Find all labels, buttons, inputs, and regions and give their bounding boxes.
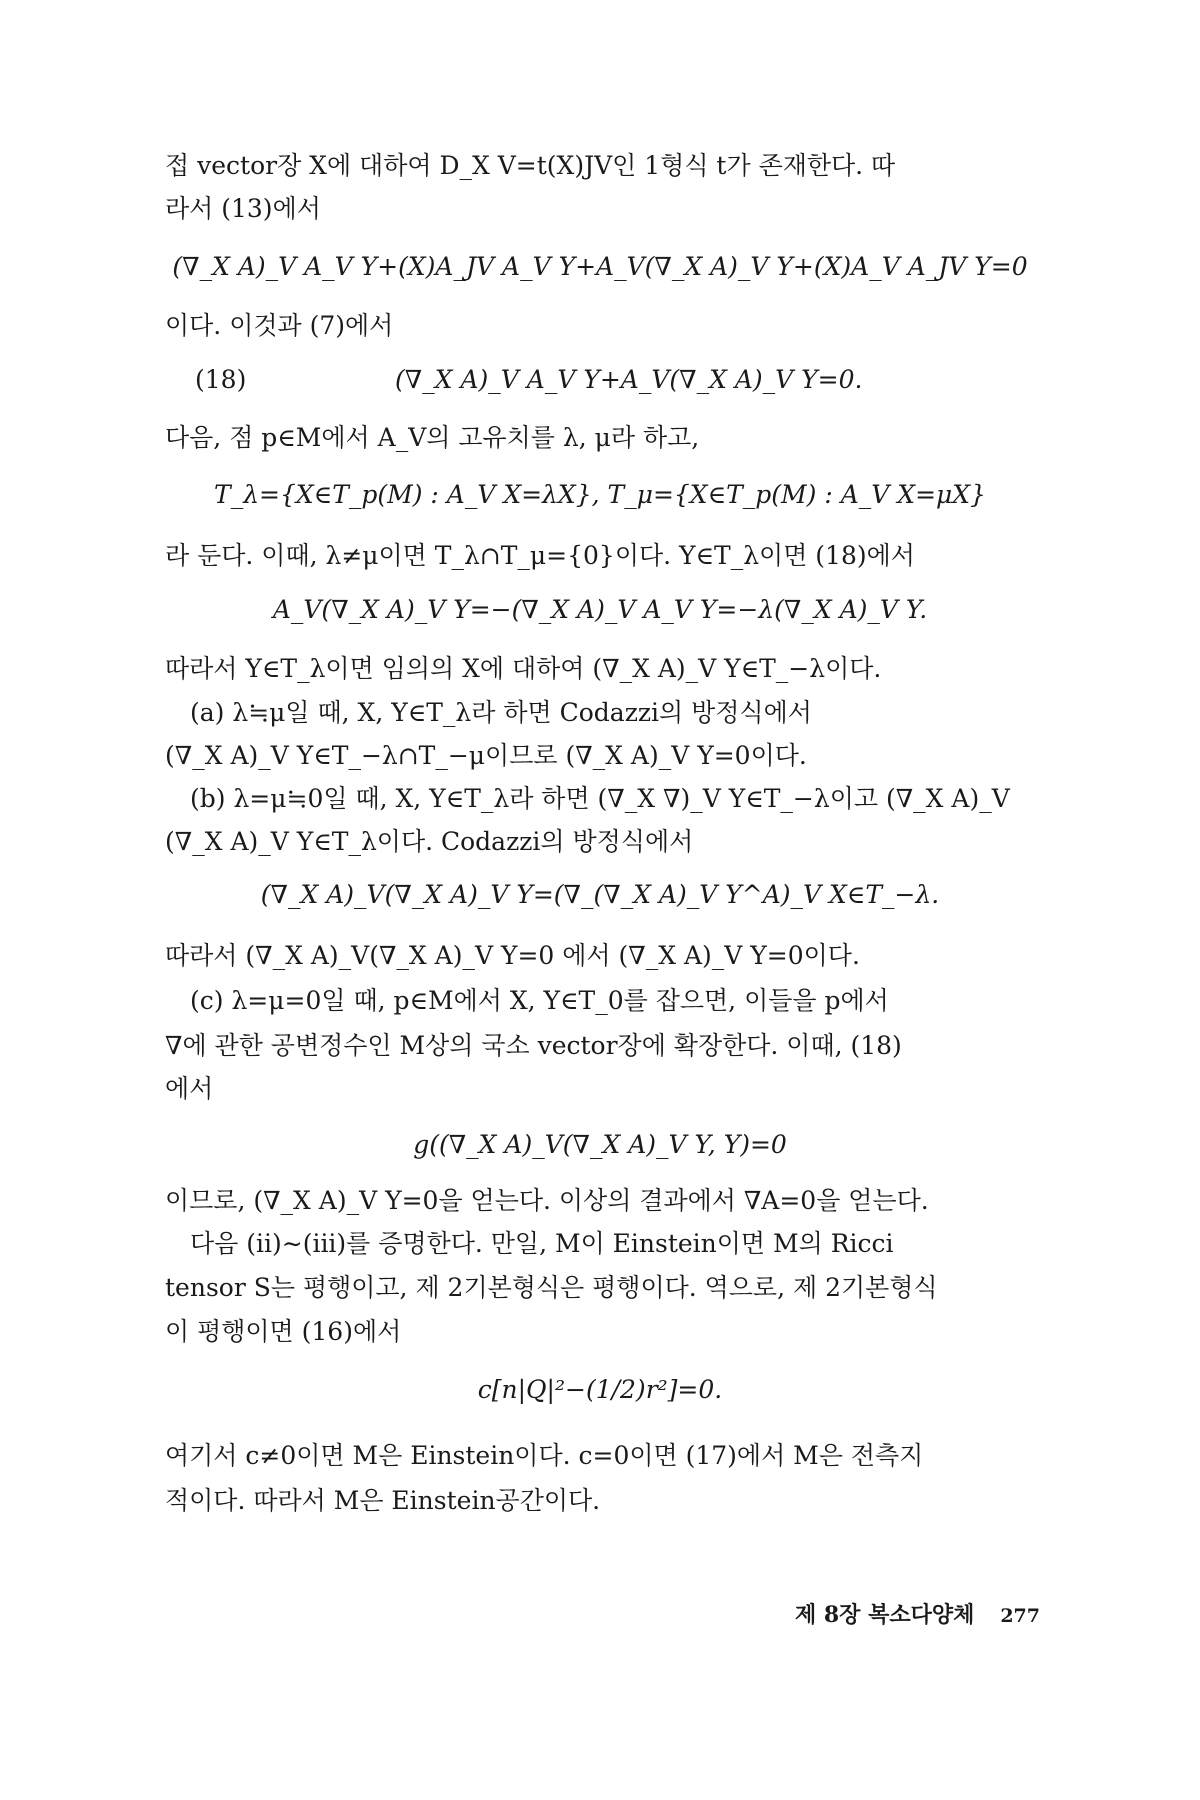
equation: (∇_X A)_V A_V Y+A_V(∇_X A)_V Y=0. — [395, 365, 863, 394]
text-line: 이므로, (∇_X A)_V Y=0을 얻는다. 이상의 결과에서 ∇A=0을 얻는다. — [165, 1186, 929, 1215]
text-line: 다음, 점 p∈M에서 A_V의 고유치를 λ, μ라 하고, — [165, 423, 700, 452]
text-line: (b) λ=μ≒0일 때, X, Y∈T_λ라 하면 (∇_X ∇)_V Y∈T_−λ이고 (∇_X A)_V — [190, 784, 1010, 813]
text-line: (c) λ=μ=0일 때, p∈M에서 X, Y∈T_0를 잡으면, 이들을 p에서 — [190, 986, 889, 1015]
text-line: 이 평행이면 (16)에서 — [165, 1317, 402, 1346]
equation: c[n|Q|²−(1/2)r²]=0. — [477, 1375, 723, 1404]
text-line: 다음 (ii)∼(iii)를 증명한다. 만일, M이 Einstein이면 M의 Ricci — [190, 1229, 894, 1258]
text-line: 접 vector장 X에 대하여 D_X V=t(X)JV인 1형식 t가 존재한다. 따 — [165, 151, 896, 180]
equation: (∇_X A)_V A_V Y+(X)A_JV A_V Y+A_V(∇_X A)_V Y+(X)A_V A_JV Y=0 — [172, 252, 1028, 281]
text-line: 여기서 c≠0이면 M은 Einstein이다. c=0이면 (17)에서 M은 전측지 — [165, 1441, 924, 1470]
text-line: (∇_X A)_V Y∈T_λ이다. Codazzi의 방정식에서 — [165, 827, 694, 856]
page-number: 277 — [1000, 1605, 1040, 1627]
text-line: 라 둔다. 이때, λ≠μ이면 T_λ∩T_μ={0}이다. Y∈T_λ이면 (18)에서 — [165, 541, 915, 570]
text-line: 에서 — [165, 1074, 214, 1103]
equation: T_λ={X∈T_p(M) : A_V X=λX}, T_μ={X∈T_p(M) : A_V X=μX} — [214, 480, 986, 509]
equation: (∇_X A)_V(∇_X A)_V Y=(∇_(∇_X A)_V Y^A)_V X∈T_−λ. — [260, 880, 940, 909]
text-line: 따라서 (∇_X A)_V(∇_X A)_V Y=0 에서 (∇_X A)_V Y=0이다. — [165, 941, 860, 970]
equation: g((∇_X A)_V(∇_X A)_V Y, Y)=0 — [413, 1130, 787, 1159]
text-line: 적이다. 따라서 M은 Einstein공간이다. — [165, 1486, 601, 1515]
text-line: 따라서 Y∈T_λ이면 임의의 X에 대하여 (∇_X A)_V Y∈T_−λ이다. — [165, 654, 882, 683]
page-footer — [720, 1598, 1040, 1629]
text-line: tensor S는 평행이고, 제 2기본형식은 평행이다. 역으로, 제 2기본형식 — [165, 1273, 938, 1302]
text-line: (a) λ≒μ일 때, X, Y∈T_λ라 하면 Codazzi의 방정식에서 — [190, 698, 812, 727]
text-line: 라서 (13)에서 — [165, 194, 321, 223]
equation-number: (18) — [195, 365, 247, 394]
text-line: (∇_X A)_V Y∈T_−λ∩T_−μ이므로 (∇_X A)_V Y=0이다. — [165, 741, 807, 770]
text-line: ∇에 관한 공변정수인 M상의 국소 vector장에 확장한다. 이때, (18) — [165, 1031, 902, 1060]
chapter-title: 제 8장 복소다양체 — [794, 1602, 975, 1628]
text-line: 이다. 이것과 (7)에서 — [165, 311, 394, 340]
equation: A_V(∇_X A)_V Y=−(∇_X A)_V A_V Y=−λ(∇_X A)_V Y. — [272, 595, 928, 624]
